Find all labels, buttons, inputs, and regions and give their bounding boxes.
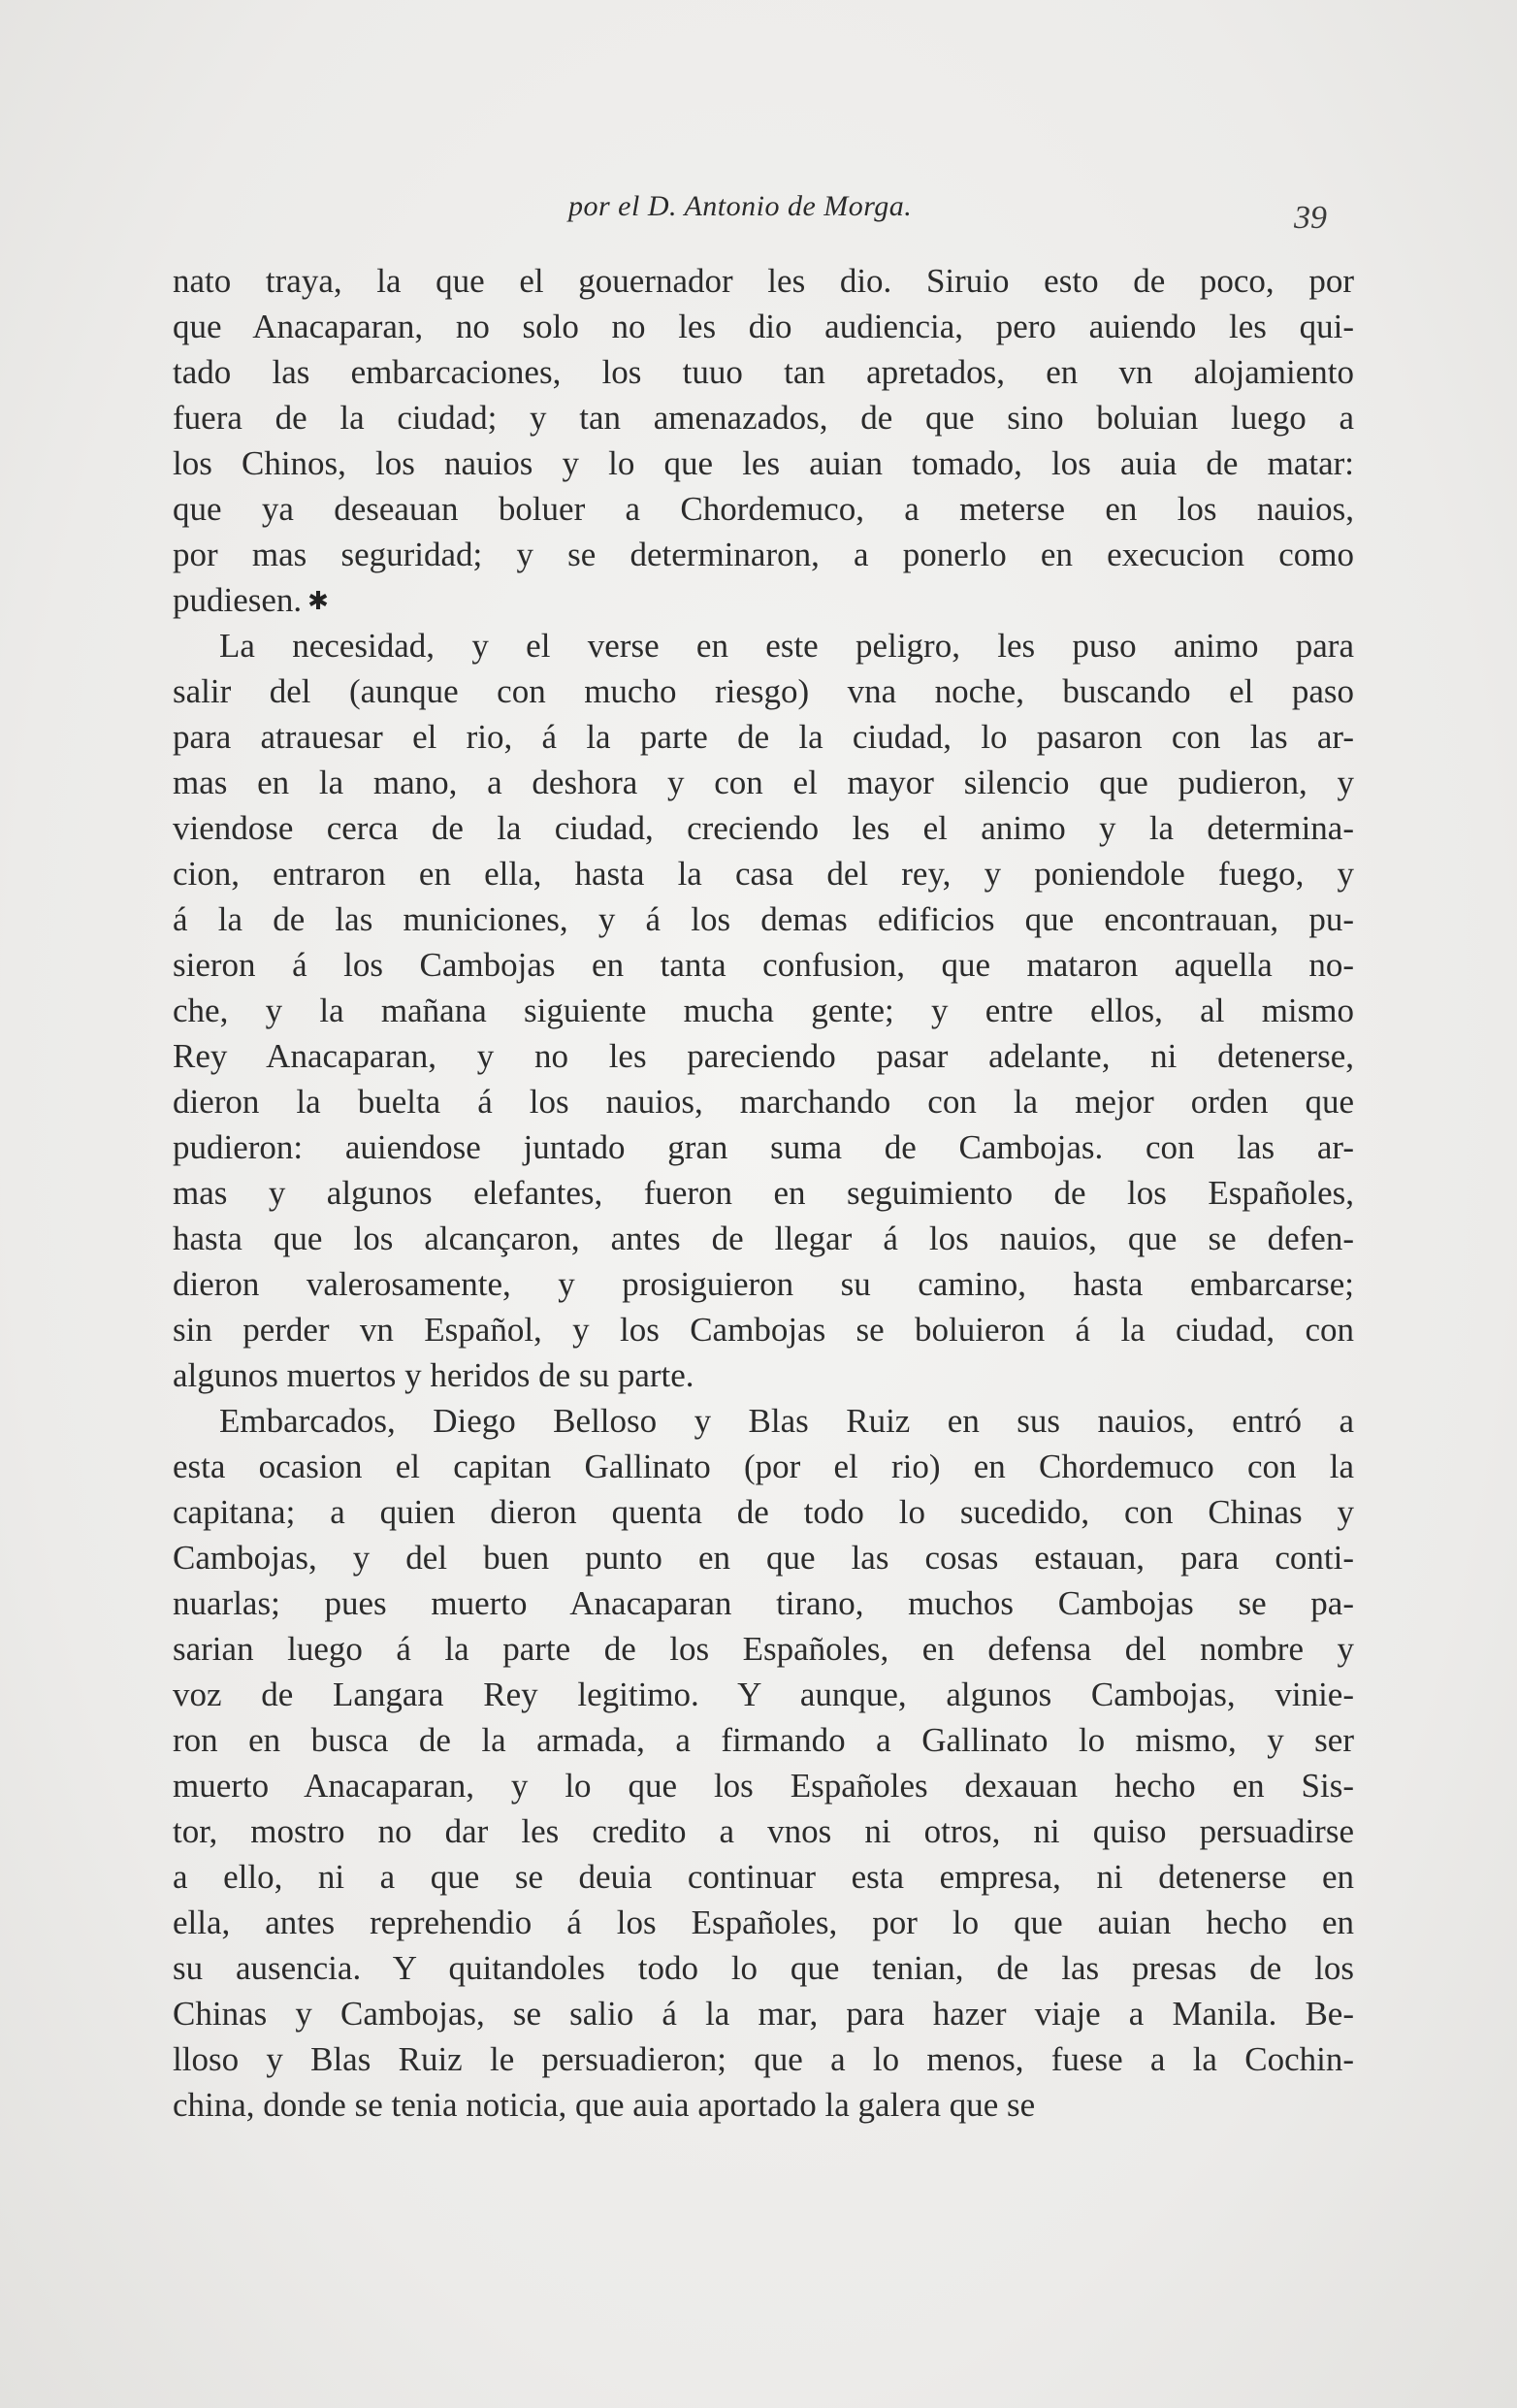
text-line: sarian luego á la parte de los Españoles, en defensa del nombre y	[173, 1630, 1354, 1668]
text-line: sin perder vn Español, y los Cambojas se boluieron á la ciudad, con	[173, 1311, 1354, 1349]
text-line: Embarcados, Diego Belloso y Blas Ruiz en sus nauios, entró a	[219, 1402, 1354, 1440]
text-line: muerto Anacaparan, y lo que los Españoles dexauan hecho en Sis-	[173, 1767, 1354, 1805]
text-line: viendose cerca de la ciudad, creciendo les el animo y la determina-	[173, 809, 1354, 847]
text-line: lloso y Blas Ruiz le persuadieron; que a lo menos, fuese a la Cochin-	[173, 2040, 1354, 2078]
text-line: a ello, ni a que se deuia continuar esta empresa, ni detenerse en	[173, 1858, 1354, 1896]
text-line: dieron valerosamente, y prosiguieron su camino, hasta embarcarse;	[173, 1265, 1354, 1303]
paragraph	[173, 1398, 1354, 2128]
text-line: che, y la mañana siguiente mucha gente; y entre ellos, al mismo	[173, 992, 1354, 1029]
text-line: que Anacaparan, no solo no les dio audiencia, pero auiendo les qui-	[173, 308, 1354, 345]
text-line: sieron á los Cambojas en tanta confusion, que mataron aquella no-	[173, 946, 1354, 984]
text-line: ella, antes reprehendio á los Españoles, por lo que auian hecho en	[173, 1904, 1354, 1941]
text-line: mas y algunos elefantes, fueron en seguimiento de los Españoles,	[173, 1174, 1354, 1212]
text-line: Cambojas, y del buen punto en que las cosas estauan, para conti-	[173, 1539, 1354, 1577]
paragraph-end-mark: ✱	[307, 587, 329, 615]
text-line: algunos muertos y heridos de su parte.	[173, 1356, 694, 1394]
text-line: los Chinos, los nauios y lo que les auian tomado, los auia de matar:	[173, 444, 1354, 482]
text-line: voz de Langara Rey legitimo. Y aunque, algunos Cambojas, vinie-	[173, 1676, 1354, 1713]
text-line: su ausencia. Y quitandoles todo lo que tenian, de las presas de los	[173, 1949, 1354, 1987]
text-line: fuera de la ciudad; y tan amenazados, de que sino boluian luego a	[173, 399, 1354, 437]
text-line: á la de las municiones, y á los demas edificios que encontrauan, pu-	[173, 900, 1354, 938]
text-line: Chinas y Cambojas, se salio á la mar, para hazer viaje a Manila. Be-	[173, 1995, 1354, 2033]
text-line: mas en la mano, a deshora y con el mayor silencio que pudieron, y	[173, 764, 1354, 801]
text-line: dieron la buelta á los nauios, marchando con la mejor orden que	[173, 1083, 1354, 1121]
paragraph	[173, 623, 1354, 1398]
text-line: tor, mostro no dar les credito a vnos ni otros, ni quiso persuadirse	[173, 1812, 1354, 1850]
text-line: nuarlas; pues muerto Anacaparan tirano, muchos Cambojas se pa-	[173, 1584, 1354, 1622]
text-line: tado las embarcaciones, los tuuo tan apretados, en vn alojamiento	[173, 353, 1354, 391]
text-line: Rey Anacaparan, y no les pareciendo pasar adelante, ni detenerse,	[173, 1037, 1354, 1075]
text-line: que ya deseauan boluer a Chordemuco, a meterse en los nauios,	[173, 490, 1354, 528]
text-line: para atrauesar el rio, á la parte de la ciudad, lo pasaron con las ar-	[173, 718, 1354, 756]
text-line: pudiesen. ✱	[173, 577, 1354, 623]
running-title: por el D. Antonio de Morga.	[568, 190, 913, 222]
text-line: nato traya, la que el gouernador les dio. Siruio esto de poco, por	[173, 262, 1354, 300]
text-line: ron en busca de la armada, a firmando a Gallinato lo mismo, y ser	[173, 1721, 1354, 1759]
body-text	[173, 258, 1354, 2128]
text-line: hasta que los alcançaron, antes de llegar á los nauios, que se defen-	[173, 1220, 1354, 1257]
text-line: cion, entraron en ella, hasta la casa del rey, y poniendole fuego, y	[173, 855, 1354, 893]
text-line: salir del (aunque con mucho riesgo) vna noche, buscando el paso	[173, 672, 1354, 710]
text-line: capitana; a quien dieron quenta de todo lo sucedido, con Chinas y	[173, 1493, 1354, 1531]
text-line: La necesidad, y el verse en este peligro, les puso animo para	[219, 627, 1354, 665]
text-line: pudieron: auiendose juntado gran suma de Cambojas. con las ar-	[173, 1128, 1354, 1166]
paragraph	[173, 258, 1354, 623]
text-line: china, donde se tenia noticia, que auia aportado la galera que se	[173, 2086, 1036, 2124]
text-line: esta ocasion el capitan Gallinato (por el rio) en Chordemuco con la	[173, 1448, 1354, 1485]
text-line: por mas seguridad; y se determinaron, a ponerlo en execucion como	[173, 536, 1354, 573]
page-number: 39	[1294, 200, 1327, 236]
